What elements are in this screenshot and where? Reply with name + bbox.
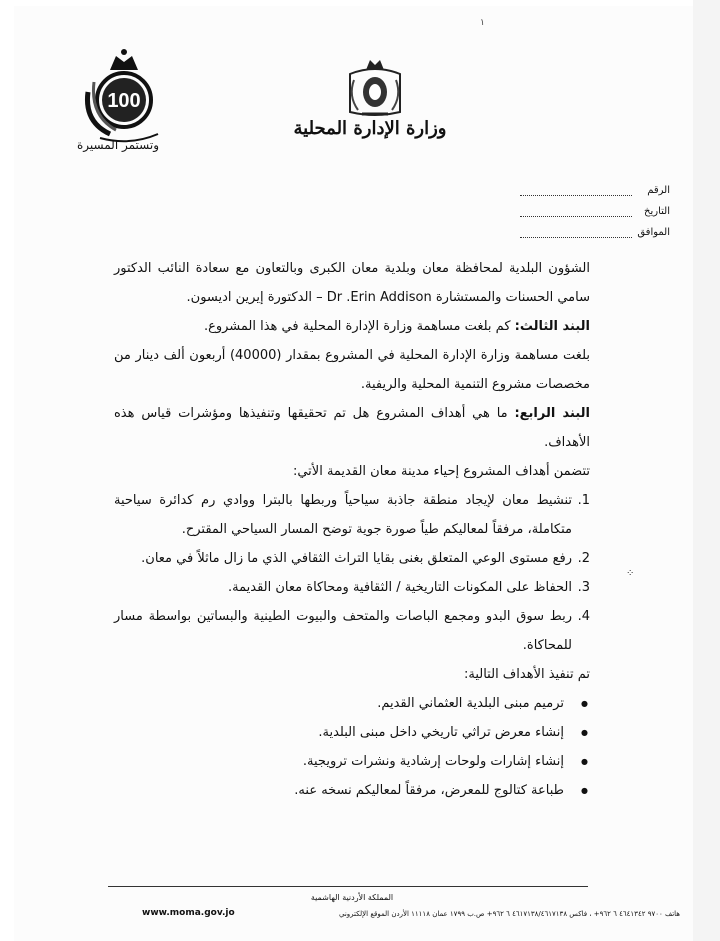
field-corresponding-label: الموافق bbox=[637, 227, 670, 238]
goal-text: تنشيط معان لإيجاد منطقة جاذبة سياحياً وربطها بالبترا ووادي رم كدائرة سياحية متكاملة، مرفقاً لمعاليكم طياً صورة جوية توضح المسار السياحي المقترح. bbox=[114, 493, 572, 537]
field-number-line bbox=[520, 186, 632, 196]
goals-intro: تتضمن أهداف المشروع إحياء مدينة معان القديمة الأتي: bbox=[292, 464, 590, 479]
field-number-label: الرقم bbox=[647, 185, 670, 196]
intro-paragraph: الشؤون البلدية لمحافظة معان وبلدية معان الكبرى وبالتعاون مع سعادة النائب الدكتور سامي الحسنات والمستشارة Dr .Erin Addison – الدكتورة إيرين اديسون. bbox=[114, 261, 590, 305]
goal-item bbox=[114, 486, 590, 544]
slogan-text: وتستمر المسيرة bbox=[77, 138, 159, 152]
goal-number: 1. bbox=[577, 493, 590, 508]
done-item: ● إنشاء معرض تراثي تاريخي داخل مبنى البلدية. bbox=[114, 718, 564, 747]
footer-divider bbox=[108, 886, 588, 887]
item4-paragraph bbox=[114, 399, 590, 457]
goals-list bbox=[114, 486, 590, 660]
page-mark: ١ bbox=[480, 18, 485, 28]
footer-title: المملكة الأردنية الهاشمية bbox=[310, 893, 394, 902]
footer-contact: هاتف ٩٧٠٠ ٤٦٤١٣٤٢ ٦ ٩٦٢+ ، فاكس ٤٦١٧١٣٨/٤٦١٧١٣٨ ٦ ٩٦٢+ ص.ب ١٧٩٩ عمان ١١١١٨ الأردن الموقع الإلكتروني bbox=[339, 910, 680, 918]
item3-answer: بلغت مساهمة وزارة الإدارة المحلية في المشروع بمقدار (40000) أربعون ألف دينار من مخصصات مشروع التنمية المحلية والريفية. bbox=[114, 348, 590, 392]
coat-of-arms-icon bbox=[340, 56, 410, 120]
goal-item bbox=[114, 573, 590, 602]
done-item: ● طباعة كتالوج للمعرض، مرفقاً لمعاليكم نسخه عنه. bbox=[114, 776, 564, 805]
ministry-name: وزارة الإدارة المحلية bbox=[293, 118, 447, 139]
centenary-number: 100 bbox=[107, 90, 141, 112]
done-item: ● ترميم مبنى البلدية العثماني القديم. bbox=[114, 689, 564, 718]
item3-title: البند الثالث: bbox=[514, 319, 590, 334]
item4-question: ما هي أهداف المشروع هل تم تحقيقها وتنفيذها ومؤشرات قياس هذه الأهداف. bbox=[114, 406, 590, 450]
field-corresponding-line bbox=[520, 228, 632, 238]
item4-title: البند الرابع: bbox=[514, 406, 591, 421]
item3-paragraph bbox=[114, 312, 590, 341]
goal-text: ربط سوق البدو ومجمع الباصات والمتحف والبيوت الطينية والبساتين بواسطة مسار للمحاكاة. bbox=[114, 609, 572, 653]
scan-edge bbox=[693, 0, 720, 941]
field-corresponding bbox=[520, 222, 670, 243]
field-date-label: التاريخ bbox=[644, 206, 670, 217]
goal-item bbox=[114, 602, 590, 660]
goal-number: 3. bbox=[577, 580, 590, 595]
goal-number: 4. bbox=[577, 609, 590, 624]
done-item: ● إنشاء إشارات ولوحات إرشادية ونشرات ترويجية. bbox=[114, 747, 564, 776]
letter-body bbox=[114, 254, 590, 805]
goal-text: الحفاظ على المكونات التاريخية / الثقافية ومحاكاة معان القديمة. bbox=[228, 580, 572, 595]
field-date bbox=[520, 201, 670, 222]
field-date-line bbox=[520, 207, 632, 217]
centenary-logo bbox=[70, 42, 170, 152]
scan-speck: ⁘ bbox=[626, 568, 635, 579]
goal-text: رفع مستوى الوعي المتعلق بغنى بقايا التراث الثقافي الذي ما زال ماثلاً في معان. bbox=[141, 551, 572, 566]
field-number bbox=[520, 180, 670, 201]
goal-number: 2. bbox=[577, 551, 590, 566]
footer-website: www.moma.gov.jo bbox=[142, 908, 235, 918]
reference-fields bbox=[520, 180, 670, 243]
item3-question: كم بلغت مساهمة وزارة الإدارة المحلية في هذا المشروع. bbox=[203, 319, 515, 334]
goal-item bbox=[114, 544, 590, 573]
done-intro: تم تنفيذ الأهداف التالية: bbox=[463, 667, 590, 682]
done-list bbox=[114, 689, 590, 805]
